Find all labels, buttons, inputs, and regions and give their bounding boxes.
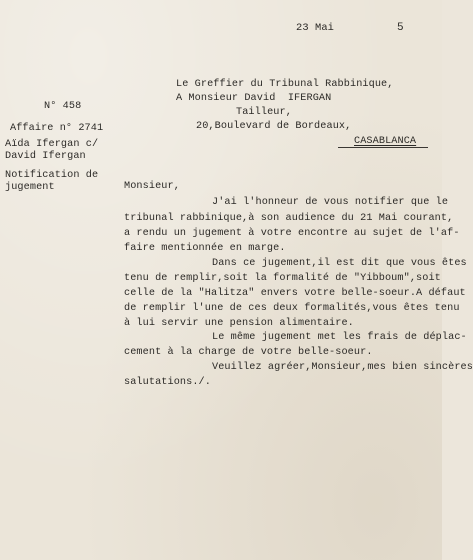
margin-number: N° 458 [44,101,82,112]
body-line-7: celle de la "Halitza" envers votre belle-soeur.A défaut [124,288,466,299]
body-line-6: tenu de remplir,soit la formalité de "Yibboum",soit [124,273,441,284]
body-line-1: J'ai l'honneur de vous notifier que le [212,197,449,208]
body-line-5: Dans ce jugement,il est dit que vous êtes [212,258,467,269]
margin-parties-line-2: David Ifergan [5,151,86,162]
body-line-10: Le même jugement met les frais de déplac- [212,332,467,343]
recipient-line-4: 20,Boulevard de Bordeaux, [196,121,352,132]
city-rule [338,147,428,148]
body-line-3: a rendu un jugement à votre encontre au sujet de l'af- [124,228,460,239]
margin-parties-line-1: Aïda Ifergan c/ [5,139,99,150]
body-line-11: cement à la charge de votre belle-soeur. [124,347,373,358]
body-line-4: faire mentionnée en marge. [124,243,286,254]
recipient-line-2: A Monsieur David IFERGAN [176,93,332,104]
recipient-line-1: Le Greffier du Tribunal Rabbinique, [176,79,394,90]
recipient-city: CASABLANCA [354,136,417,147]
page-number: 5 [397,22,404,34]
body-line-13: salutations./. [124,377,211,388]
document-date: 23 Mai [296,22,335,34]
body-line-12: Veuillez agréer,Monsieur,mes bien sincères [212,362,473,373]
body-line-8: de remplir l'une de ces deux formalités,vous êtes tenu [124,303,460,314]
body-line-2: tribunal rabbinique,à son audience du 21 Mai courant, [124,213,454,224]
salutation: Monsieur, [124,181,180,192]
recipient-line-3: Tailleur, [236,107,292,118]
margin-case: Affaire n° 2741 [10,123,104,134]
margin-subject-line-2: jugement [5,182,55,193]
margin-subject-line-1: Notification de [5,170,99,181]
body-line-9: à lui servir une pension alimentaire. [124,318,354,329]
